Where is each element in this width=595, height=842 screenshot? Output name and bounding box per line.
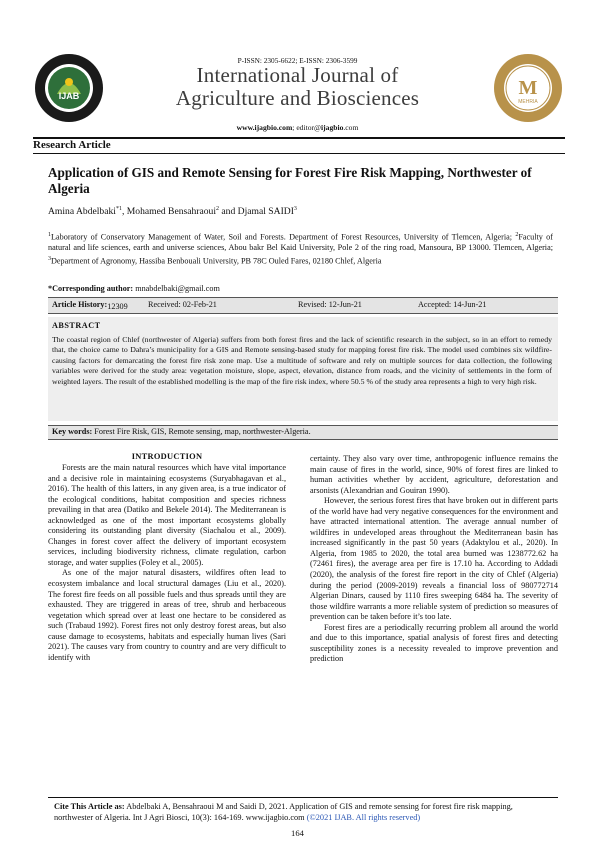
author-list: Amina Abdelbaki$^{*1}$, Mohamed Bensahraoui$^2$ and Djamal SAIDI$^3$ bbox=[48, 206, 297, 218]
article-type: Research Article bbox=[33, 139, 111, 151]
corresponding-email[interactable]: mnabdelbaki@gmail.com bbox=[135, 284, 220, 293]
affiliations: $^1$Laboratory of Conservatory Management of Water, Soil and Forests. Department of Forest Resources, University of Tlemcen, Algeria; $^2$Faculty of natural and life sciences, earth and universe sciences, Abou bakr Bel Kaid University, Pole 2 of the ring road, Mansoura, BP 13000. Tlemcen, Algeria; $^3$Department of Agronomy, Hassiba Benbouali University, PB 78C Ouled Fares, 02180 Chlef, Algeria bbox=[48, 232, 553, 266]
header-rule bbox=[33, 137, 565, 139]
page-number: 164 bbox=[291, 828, 304, 838]
corresponding-author: *Corresponding author: mnabdelbaki@gmail.com bbox=[48, 284, 220, 293]
logo-right-letter: M bbox=[518, 77, 538, 99]
publisher-logo-right bbox=[492, 52, 564, 124]
history-label: Article History: 12309 bbox=[52, 300, 128, 311]
citation-rule bbox=[48, 797, 558, 798]
article-history-bar bbox=[48, 297, 558, 314]
article-title: Application of GIS and Remote Sensing for Forest Fire Risk Mapping, Northwester of Algeria bbox=[48, 165, 532, 196]
journal-email[interactable]: editor@ijagbio.com bbox=[296, 123, 359, 132]
body-column-right bbox=[310, 454, 558, 665]
abstract-text: The coastal region of Chlef (northwester of Algeria) suffers from both forest fires and the lack of scientific research in the subject, so in an effort to remedy that, the choice came to Dahra’s municipality for a GIS and Remote sensing-based study for mapping forest fire risk. The model used combines six wildfire-causing factors for demarcating the forest fire risk zone map. Use a multitude of software and rely on multiple sources for data collection, the following variables were derived for the study area: vegetation moisture, slope, aspect, elevation, distance from roads, and the vicinity of settlements in the form of weighted layers. The result of the established modelling is the map of the fire risk index, where 50.5 % of the study area represents a high to very high risk. bbox=[52, 335, 552, 386]
journal-title-line2: Agriculture and Biosciences bbox=[175, 86, 420, 110]
logo-right-name: MEHRIA bbox=[518, 99, 538, 105]
history-revised: Revised: 12-Jun-21 bbox=[298, 300, 362, 309]
keywords: Key words: Forest Fire Risk, GIS, Remote sensing, map, northwester-Algeria. bbox=[52, 427, 311, 436]
paragraph: Forest fires are a periodically recurring problem all around the world and due to this importance, spatial analysis of forest fires and detecting susceptibility zones is a necessity revealed to improve prevention and prediction bbox=[310, 622, 558, 664]
citation: Cite This Article as: Abdelbaki A, Bensahraoui M and Saidi D, 2021. Application of GIS and remote sensing for forest fire risk mapping, northwester of Algeria. Int J Agri Biosci, 10(3): 164-169. www.ijagbio.com (©2021 IJAB. All rights reserved) bbox=[54, 802, 513, 822]
logo-left-text: IJAB bbox=[58, 91, 80, 101]
journal-website[interactable]: www.ijagbio.com bbox=[236, 123, 293, 132]
history-received: Received: 02-Feb-21 bbox=[148, 300, 217, 309]
paragraph: Forests are the main natural resources which have vital importance and a decisive role in maintaining ecosystems (Suryabhagavan et al., 2016). The health of this latters, in any given area, is a true indicator of the ecological conditions, habitat composition and species richness prevailing in that area (Datiko and Bekele 2014). The Mediterranean is acknowledged as one of the most important ecosystems globally considering its outstanding plant diversity (Siachalou et al., 2009). Changes in forest cover affect the delivery of important ecosystem services, including biodiversity richness, climate regulation, carbon storage, and water supplies (Foley et al., 2005). bbox=[48, 463, 286, 567]
abstract-heading: ABSTRACT bbox=[52, 321, 101, 330]
introduction-heading: INTRODUCTION bbox=[131, 452, 203, 461]
paragraph: As one of the major natural disasters, wildfires often lead to ecosystem imbalance and local structural damages (Liu et al., 2020). The forest fire feeds on all possible fuels and thus spreads until they are exhausted. They are triggered in areas of tree, shrub and herbaceous vegetation which spread over at least one hectare to be considered as such (Trabaud 1992). Forest fires not only destroy forest areas, but also cause damage to ecosystems, habitats and especially human lives (Sari 2021). The causes vary from country to country and are very difficult to identify with bbox=[48, 568, 286, 662]
issn-line: P-ISSN: 2305-6622; E-ISSN: 2306-3599 bbox=[237, 56, 358, 65]
paragraph: However, the serious forest fires that have broken out in different parts of the world have had very negative consequences for the environment and have attracted international attention. The average annual number of wildfires in undeveloped areas throughout the Mediterranean basin has increased significantly in the past 50 years (Adaktylou et al., 2020). In Algeria, from 1985 to 2020, the total area burned was 1238772.62 ha (72461 fires), the average area per fire is 17.10 ha. According to Addadi (2020), the analysis of the forest fire report in the city of Chlef (Algeria) during the period (2009-2019) reveals a financial loss of 980772714 Algerian Dinars, caused by 1110 fires sweeping 6484 ha. The severity of those wildfire warrants a more reliable system of prediction so measures of prevention can be taken before it’s too late. bbox=[310, 496, 558, 622]
journal-web-contact: www.ijagbio.com; editor@ijagbio.com bbox=[236, 123, 359, 132]
article-type-rule bbox=[33, 153, 565, 154]
body-column-left bbox=[48, 463, 286, 663]
journal-title-line1: International Journal of bbox=[196, 63, 399, 87]
rights-notice: (©2021 IJAB. All rights reserved) bbox=[306, 813, 421, 822]
history-accepted: Accepted: 14-Jun-21 bbox=[418, 300, 487, 309]
paragraph: certainty. They also vary over time, anthropogenic influence remains the main cause of fires in the world, since, 90% of forest fires are linked to human activities whether by accident, agriculture, deforestation and arsonists (Alexandrian and Gouiran 1990). bbox=[310, 454, 558, 495]
